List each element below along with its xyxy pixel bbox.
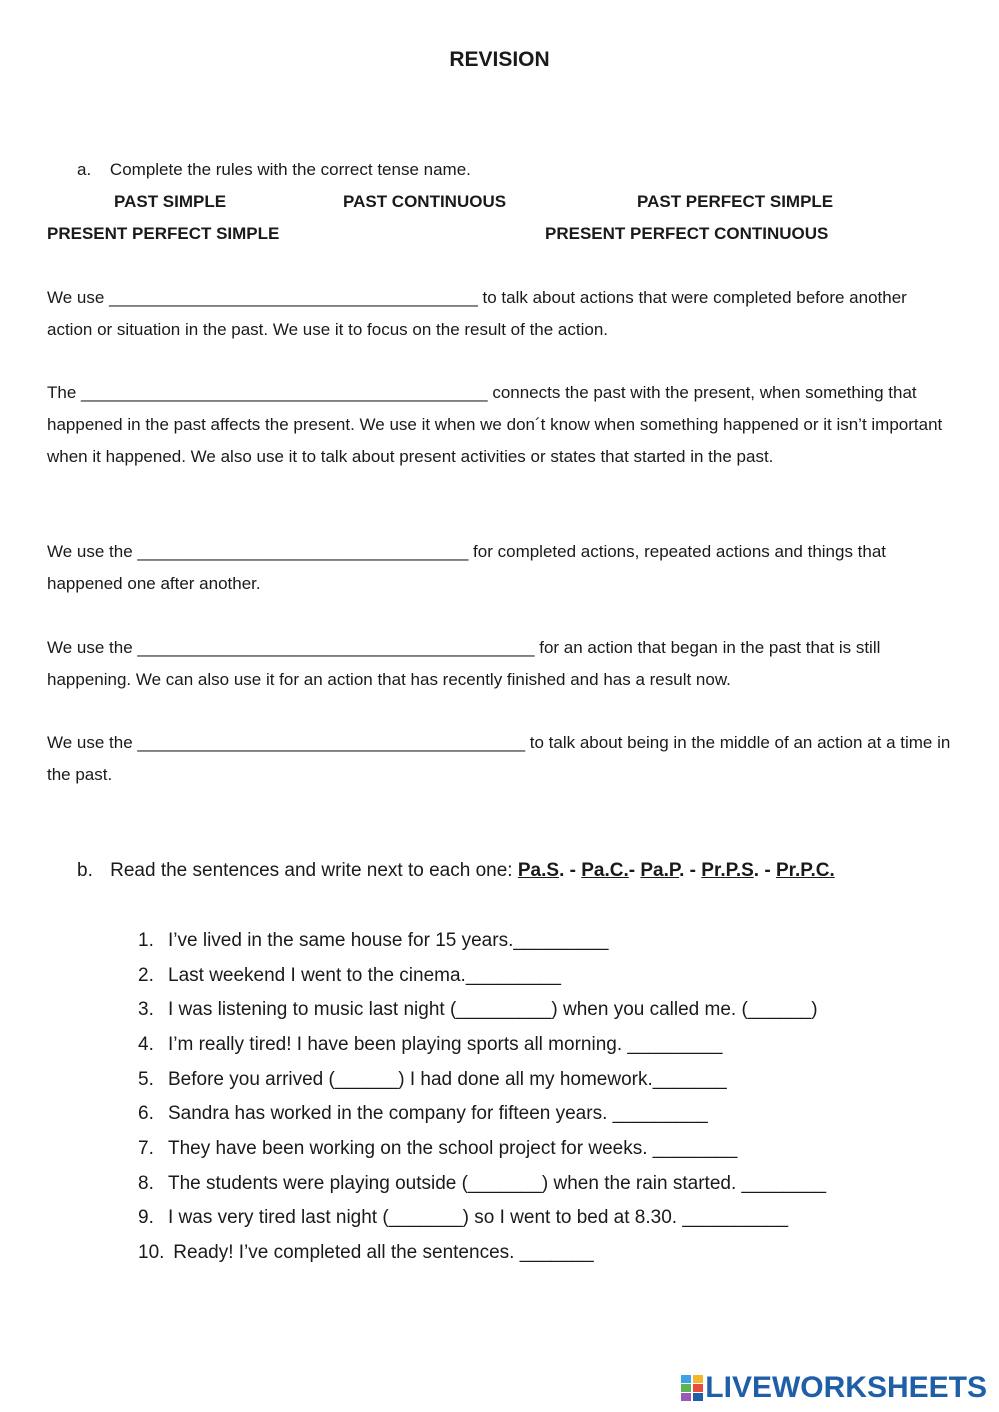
section-b-marker: b.: [77, 860, 93, 881]
item-text[interactable]: I was very tired last night (_______) so I went to bed at 8.30. __________: [168, 1207, 789, 1228]
rule-paragraph: [47, 632, 952, 696]
tense-present-perfect-continuous: PRESENT PERFECT CONTINUOUS: [545, 224, 829, 243]
item-number: 8.: [138, 1173, 154, 1194]
rule-text: for an action that began in the past that is still happening. We can also use it for an action that has recently finished and has a result now.: [47, 638, 881, 689]
code-past-perfect: Pa.P: [640, 860, 680, 881]
code-past-simple: Pa.S: [517, 860, 560, 881]
liveworksheets-logo: [681, 1371, 987, 1404]
rule-text: We use the: [47, 638, 138, 657]
item-text[interactable]: They have been working on the school project for weeks. ________: [168, 1138, 738, 1159]
list-item: [138, 930, 608, 952]
item-number: 2.: [138, 965, 154, 986]
list-item: [138, 1103, 708, 1125]
code-separator: . -: [679, 860, 702, 881]
rule-text: to talk about being in the middle of an action at a time in the past.: [47, 733, 951, 784]
item-text[interactable]: Sandra has worked in the company for fifteen years. _________: [168, 1103, 708, 1124]
list-item: [138, 1173, 826, 1195]
item-number: 6.: [138, 1103, 154, 1124]
tense-past-perfect-simple: PAST PERFECT SIMPLE: [637, 192, 834, 211]
rule-blank[interactable]: ___________________________________: [137, 542, 469, 561]
list-item: [138, 1242, 594, 1264]
rule-text: The: [47, 383, 82, 402]
rule-text: We use the: [47, 542, 138, 561]
item-text[interactable]: I’ve lived in the same house for 15 years._________: [168, 930, 609, 951]
code-present-perfect-continuous: Pr.P.C.: [775, 860, 835, 881]
section-a-instruction: Complete the rules with the correct tense name.: [109, 160, 471, 179]
item-number: 1.: [138, 930, 154, 951]
list-item: [138, 1069, 727, 1091]
rule-text: We use the: [47, 733, 138, 752]
item-text[interactable]: I was listening to music last night (_________) when you called me. (______): [168, 999, 818, 1020]
item-number: 9.: [138, 1207, 154, 1228]
tense-past-continuous: PAST CONTINUOUS: [343, 192, 507, 211]
tense-past-simple: PAST SIMPLE: [114, 192, 227, 211]
item-text[interactable]: I’m really tired! I have been playing sports all morning. _________: [168, 1034, 723, 1055]
rule-text: We use: [47, 288, 110, 307]
section-b-heading: [77, 860, 835, 882]
item-text[interactable]: Ready! I’ve completed all the sentences. _______: [168, 1242, 594, 1263]
list-item: [138, 999, 818, 1021]
rule-paragraph: [47, 727, 952, 791]
page-title: REVISION: [449, 48, 550, 71]
rule-paragraph: [47, 377, 952, 473]
item-number: 7.: [138, 1138, 154, 1159]
item-text[interactable]: Last weekend I went to the cinema._________: [168, 965, 561, 986]
code-separator: . -: [753, 860, 776, 881]
tense-present-perfect-simple: PRESENT PERFECT SIMPLE: [47, 224, 280, 243]
rule-blank[interactable]: ___________________________________________: [81, 383, 488, 402]
item-number: 10.: [138, 1242, 165, 1263]
list-item: [138, 1207, 788, 1229]
section-b-instruction: Read the sentences and write next to each one:: [110, 860, 518, 881]
section-a-marker: a.: [77, 160, 92, 179]
code-separator: -: [628, 860, 641, 881]
code-past-continuous: Pa.C.: [581, 860, 629, 881]
item-number: 4.: [138, 1034, 154, 1055]
rule-text: connects the past with the present, when something that happened in the past affects the present. We use it when we don´t know when something happened or it isn’t important when it happened. We also use it to talk about present activities or states that started in the past.: [47, 383, 943, 466]
rule-blank[interactable]: __________________________________________: [137, 638, 535, 657]
rule-text: for completed actions, repeated actions and things that happened one after another.: [47, 542, 887, 593]
code-separator: . -: [559, 860, 582, 881]
section-a-heading: [77, 160, 471, 180]
rule-paragraph: [47, 282, 952, 346]
list-item: [138, 965, 561, 987]
item-text[interactable]: The students were playing outside (_______) when the rain started. ________: [168, 1173, 827, 1194]
list-item: [138, 1034, 723, 1056]
item-number: 3.: [138, 999, 154, 1020]
rule-blank[interactable]: _______________________________________: [109, 288, 478, 307]
list-item: [138, 1138, 737, 1160]
liveworksheets-blocks-icon: [681, 1375, 703, 1401]
item-number: 5.: [138, 1069, 154, 1090]
code-present-perfect-simple: Pr.P.S: [701, 860, 754, 881]
rule-text: to talk about actions that were completed before another action or situation in the past. We use it to focus on the result of the action.: [47, 288, 907, 339]
item-text[interactable]: Before you arrived (______) I had done all my homework._______: [168, 1069, 727, 1090]
rule-paragraph: [47, 536, 952, 600]
rule-blank[interactable]: _________________________________________: [137, 733, 526, 752]
brand-name: LIVEWORKSHEETS: [705, 1371, 987, 1404]
